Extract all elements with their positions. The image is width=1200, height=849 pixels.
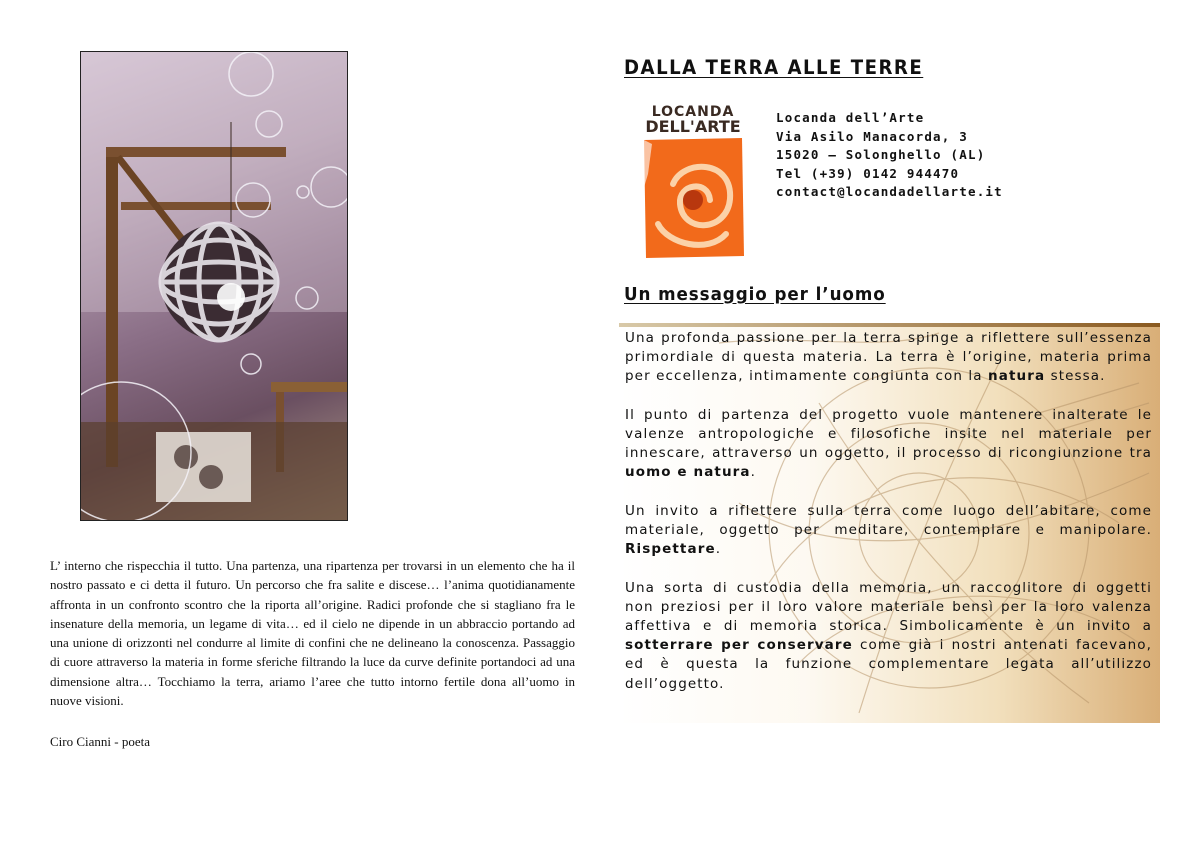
address-name: Locanda dell’Arte: [776, 110, 925, 125]
locanda-logo: [638, 104, 748, 262]
poem-author: Ciro Cianni - poeta: [50, 734, 151, 749]
address-street: Via Asilo Manacorda, 3: [776, 128, 968, 144]
contact-address: [776, 109, 1003, 202]
message-panel: [619, 323, 1160, 723]
page-title: DALLA TERRA ALLE TERRE: [624, 56, 924, 79]
emphasis-text: uomo e natura: [625, 464, 751, 481]
paragraph-text: stessa.: [1045, 368, 1106, 385]
poem-text: L’ interno che rispecchia il tutto. Una partenza, una ripartenza per trovarsi in un elemento che ha il nostro passato e ci detta il futuro. Un percorso che fra salite e discese… l’anima quotidianamente affronta in un confronto scontro che la riporta all’origine. Radici profonde che si stagliano fra le insenature della memoria, un legame di vita… ed il cielo ne dipende in un abbraccio portando ad una unione di orizzonti nel condurre al limite di confini che ne delineano la conoscenza. Passaggio di cuore attraverso la materia in forme sferiche filtrando la luce da curve definite portandoci ad una dimensione altra… Tocchiamo la terra, ariamo l’aree che tutto intorno fertile dona all’uomo in nuove visioni.: [50, 558, 575, 709]
paragraph-text: come già i nostri antenati facevano, ed è questa la funzione complementare legata all’utilizzo dell’oggetto.: [625, 637, 1152, 692]
address-city: 15020 – Solonghello (AL): [776, 147, 986, 162]
message-paragraph: [625, 502, 1152, 560]
sculpture-photo: [80, 51, 348, 521]
paragraph-text: .: [715, 541, 722, 558]
message-paragraph: [625, 406, 1152, 483]
paragraph-text: Una sorta di custodia della memoria, un raccoglitore di oggetti non preziosi per il loro valore materiale bensì per la loro valenza affettiva e di memoria storica. Simbolicamente è un invito a: [625, 579, 1152, 634]
paragraph-text: Il punto di partenza del progetto vuole mantenere inalterate le valenze antropologiche e filosofiche insite nel materiale per innescare, attraverso un oggetto, il processo di ricongiunzione tra: [625, 406, 1152, 462]
logo-word-dellarte: DELL'ARTE: [645, 117, 741, 136]
paragraph-text: .: [750, 464, 757, 481]
sculpture-photo-illustration: [81, 52, 347, 520]
section-subtitle: Un messaggio per l’uomo: [624, 284, 886, 305]
emphasis-text: sotterrare per conservare: [625, 637, 853, 654]
address-email[interactable]: contact@locandadellarte.it: [776, 184, 1003, 199]
paragraph-text: Un invito a riflettere sulla terra come luogo dell’abitare, come materiale, oggetto per meditare, contemplare e manipolare.: [625, 502, 1152, 538]
emphasis-text: natura: [988, 368, 1046, 385]
message-paragraph: [625, 579, 1152, 694]
message-paragraph: [625, 329, 1152, 387]
logo-word-locanda: LOCANDA: [651, 104, 735, 120]
message-text: [625, 329, 1152, 713]
panel-top-border: [619, 323, 1160, 327]
address-phone: Tel (+39) 0142 944470: [776, 165, 960, 181]
emphasis-text: Rispettare: [625, 541, 716, 558]
paragraph-text: Una profonda passione per la terra spinge a riflettere sull’essenza primordiale di questa materia. La terra è l’origine, materia prima per eccellenza, intimamente congiunta con la: [625, 330, 1152, 385]
